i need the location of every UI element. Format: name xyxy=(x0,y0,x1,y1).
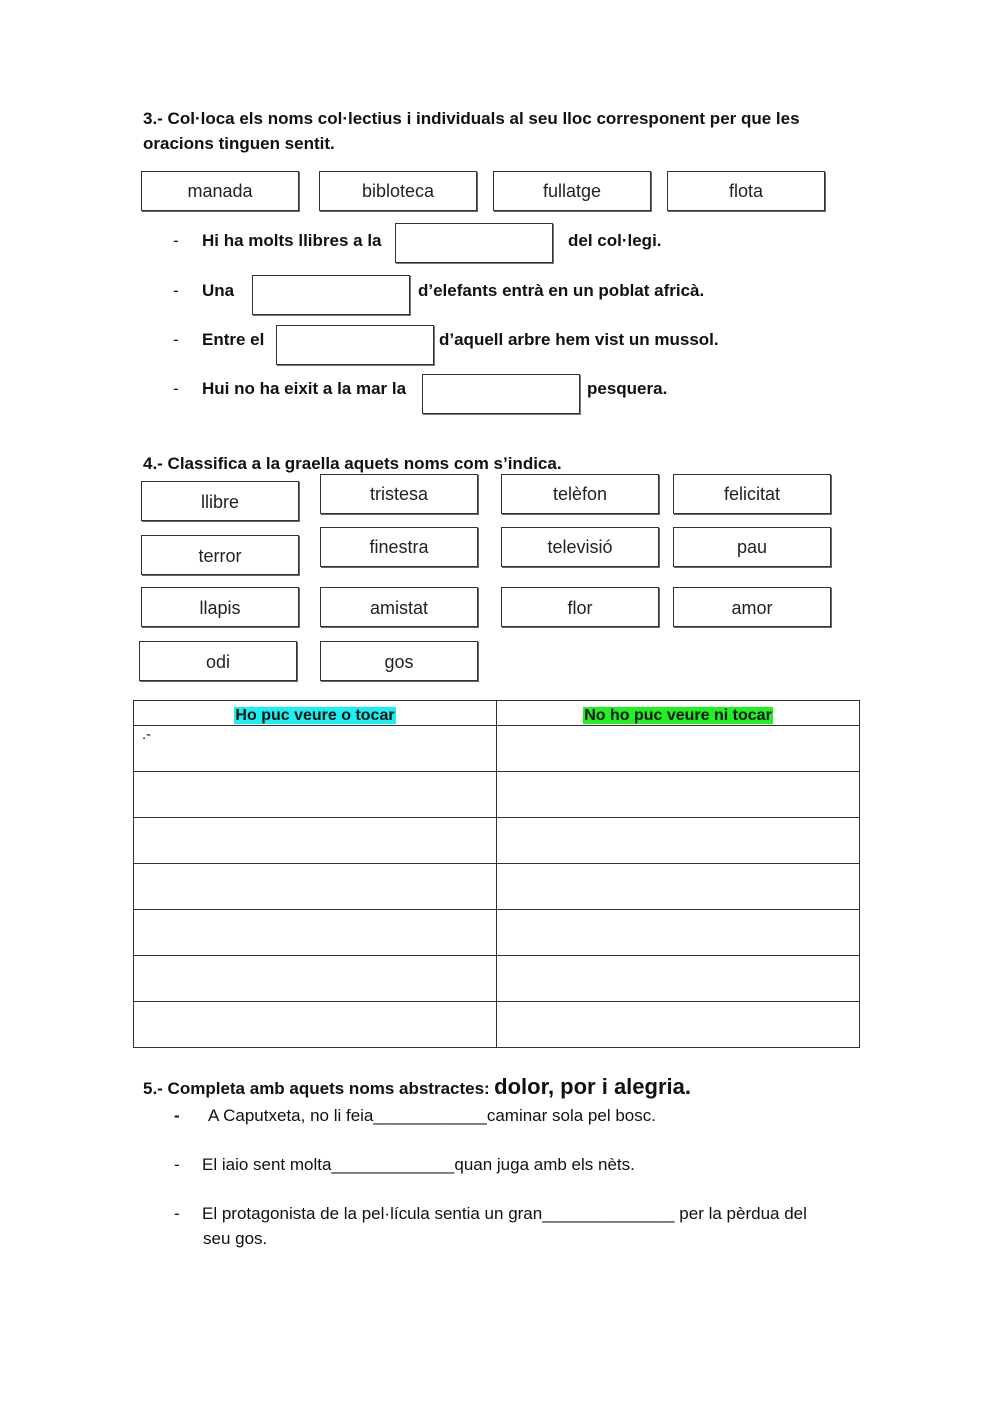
section5-sentence3-continuation: seu gos. xyxy=(203,1229,268,1248)
word-card-felicitat[interactable]: felicitat xyxy=(673,474,831,514)
word-card-odi[interactable]: odi xyxy=(139,641,297,681)
word-card-manada[interactable]: manada xyxy=(141,171,299,211)
table-cell-drop[interactable] xyxy=(134,910,497,956)
sentence3-before: Entre el xyxy=(202,330,265,349)
sentence2-after: d’elefants entrà en un poblat africà. xyxy=(418,281,705,300)
sentence3-after: d’aquell arbre hem vist un mussol. xyxy=(439,330,719,349)
table-cell-drop[interactable] xyxy=(134,772,497,818)
table-row xyxy=(134,726,860,772)
col2-header xyxy=(497,701,860,726)
section5-sentence1: A Caputxeta, no li feia____________caminar sola pel bosc. xyxy=(208,1106,656,1125)
list-dash: - xyxy=(174,1106,180,1125)
word-card-finestra[interactable]: finestra xyxy=(320,527,478,567)
table-row xyxy=(134,910,860,956)
sentence1-before: Hi ha molts llibres a la xyxy=(202,231,382,250)
word-card-llapis[interactable]: llapis xyxy=(141,587,299,627)
sentence4-after: pesquera. xyxy=(587,379,668,398)
list-dash: - xyxy=(173,281,179,300)
drop-box-1[interactable] xyxy=(395,223,553,263)
table-cell-drop[interactable] xyxy=(134,864,497,910)
table-cell-drop[interactable] xyxy=(497,956,860,1002)
word-card-flor[interactable]: flor xyxy=(501,587,659,627)
section5-sentence2: El iaio sent molta_____________quan juga amb els nèts. xyxy=(202,1155,635,1174)
section5-heading-words: dolor, por i alegria. xyxy=(494,1074,691,1099)
drop-box-4[interactable] xyxy=(422,374,580,414)
sentence1-after: del col·legi. xyxy=(568,231,662,250)
section5-sentence3: El protagonista de la pel·lícula sentia un gran______________ per la pèrdua del xyxy=(202,1204,807,1223)
section5-heading xyxy=(143,1074,691,1101)
table-header-row xyxy=(134,701,860,726)
drop-box-3[interactable] xyxy=(276,325,434,365)
word-card-televisio[interactable]: televisió xyxy=(501,527,659,567)
section5-heading-prefix: 5.- Completa amb aquets noms abstractes: xyxy=(143,1079,490,1098)
word-card-terror[interactable]: terror xyxy=(141,535,299,575)
first-cell-marker: .- xyxy=(142,726,152,743)
sentence2-before: Una xyxy=(202,281,235,300)
col1-header-label: Ho puc veure o tocar xyxy=(235,707,395,724)
classification-table xyxy=(133,700,860,1048)
section3-heading-line2: oracions tinguen sentit. xyxy=(143,134,335,153)
drop-box-2[interactable] xyxy=(252,275,410,315)
section4-heading: 4.- Classifica a la graella aquets noms com s’indica. xyxy=(143,454,562,473)
table-cell-drop[interactable] xyxy=(497,910,860,956)
word-card-fullatge[interactable]: fullatge xyxy=(493,171,651,211)
table-row xyxy=(134,772,860,818)
table-cell-drop[interactable] xyxy=(497,864,860,910)
col1-header xyxy=(134,701,497,726)
table-cell-drop[interactable] xyxy=(134,1002,497,1048)
table-row xyxy=(134,1002,860,1048)
list-dash: - xyxy=(173,231,179,250)
table-cell-drop[interactable] xyxy=(134,818,497,864)
sentence4-before: Hui no ha eixit a la mar la xyxy=(202,379,407,398)
table-cell-drop[interactable] xyxy=(497,818,860,864)
table-row xyxy=(134,818,860,864)
word-card-flota[interactable]: flota xyxy=(667,171,825,211)
col2-header-label: No ho puc veure ni tocar xyxy=(584,707,772,724)
word-card-bibloteca[interactable]: bibloteca xyxy=(319,171,477,211)
list-dash: - xyxy=(173,330,179,349)
word-card-gos[interactable]: gos xyxy=(320,641,478,681)
table-cell-drop[interactable] xyxy=(134,726,497,772)
word-card-pau[interactable]: pau xyxy=(673,527,831,567)
word-card-telefon[interactable]: telèfon xyxy=(501,474,659,514)
word-card-amor[interactable]: amor xyxy=(673,587,831,627)
word-card-amistat[interactable]: amistat xyxy=(320,587,478,627)
word-card-tristesa[interactable]: tristesa xyxy=(320,474,478,514)
table-row xyxy=(134,864,860,910)
table-cell-drop[interactable] xyxy=(497,1002,860,1048)
list-dash: - xyxy=(174,1155,180,1174)
table-row xyxy=(134,956,860,1002)
table-cell-drop[interactable] xyxy=(497,726,860,772)
list-dash: - xyxy=(173,379,179,398)
section3-heading-line1: 3.- Col·loca els noms col·lectius i individuals al seu lloc corresponent per que les xyxy=(143,109,800,128)
table-cell-drop[interactable] xyxy=(497,772,860,818)
word-card-llibre[interactable]: llibre xyxy=(141,481,299,521)
list-dash: - xyxy=(174,1204,180,1223)
table-cell-drop[interactable] xyxy=(134,956,497,1002)
